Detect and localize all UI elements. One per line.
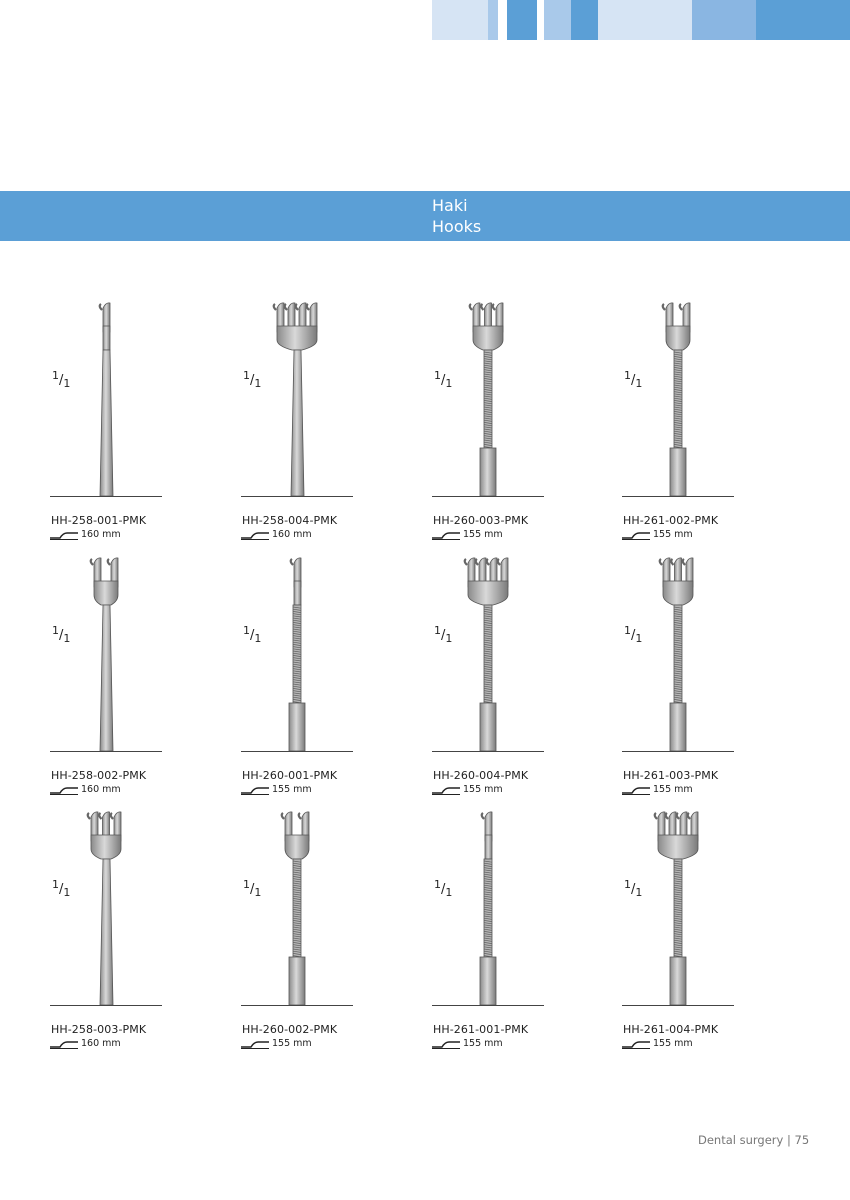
scale-slash: / [631, 628, 636, 643]
baseline-rule [432, 1005, 544, 1006]
product-code: HH-258-002-PMK [51, 769, 147, 782]
scale-denominator: 1 [635, 632, 643, 645]
scale-slash: / [441, 373, 446, 388]
baseline-rule [622, 751, 734, 752]
scale-denominator: 1 [635, 886, 643, 899]
length-value: 160 mm [81, 1038, 121, 1049]
scale-numerator: 1 [243, 624, 250, 637]
baseline-rule [50, 1005, 162, 1006]
scale-numerator: 1 [243, 369, 250, 382]
header-decor-bar-7 [692, 0, 756, 40]
footer-page-number: 75 [794, 1133, 810, 1147]
baseline-rule [50, 496, 162, 497]
product-item [622, 555, 772, 805]
scale-numerator: 1 [624, 878, 631, 891]
scale-slash: / [441, 882, 446, 897]
footer-section: Dental surgery [698, 1133, 784, 1147]
product-item [241, 300, 391, 550]
product-item [50, 300, 200, 550]
length-value: 155 mm [272, 784, 312, 795]
scale-denominator: 1 [63, 886, 71, 899]
product-code: HH-260-001-PMK [242, 769, 338, 782]
scale-numerator: 1 [243, 878, 250, 891]
baseline-rule [241, 1005, 353, 1006]
length-value: 155 mm [463, 529, 503, 540]
product-item [432, 555, 582, 805]
length-value: 155 mm [272, 1038, 312, 1049]
scale-numerator: 1 [52, 624, 59, 637]
section-banner [0, 191, 850, 241]
header-decor-bar-4 [544, 0, 571, 40]
banner-title-en: Hooks [432, 217, 482, 236]
product-code: HH-258-001-PMK [51, 514, 147, 527]
length-value: 155 mm [653, 784, 693, 795]
scale-denominator: 1 [445, 886, 453, 899]
product-item [241, 809, 391, 1059]
scale-numerator: 1 [52, 878, 59, 891]
length-value: 160 mm [81, 529, 121, 540]
footer-separator: | [787, 1133, 791, 1147]
page-footer [698, 1133, 809, 1147]
length-value: 155 mm [653, 1038, 693, 1049]
baseline-rule [432, 751, 544, 752]
scale-slash: / [59, 628, 64, 643]
scale-denominator: 1 [635, 377, 643, 390]
header-decor-bar-5 [571, 0, 598, 40]
baseline-rule [50, 751, 162, 752]
baseline-rule [241, 496, 353, 497]
scale-slash: / [250, 882, 255, 897]
scale-denominator: 1 [63, 377, 71, 390]
length-value: 155 mm [463, 1038, 503, 1049]
product-code: HH-261-002-PMK [623, 514, 719, 527]
length-value: 160 mm [272, 529, 312, 540]
scale-numerator: 1 [52, 369, 59, 382]
product-code: HH-261-004-PMK [623, 1023, 719, 1036]
scale-slash: / [441, 628, 446, 643]
header-decor-bar-2 [488, 0, 498, 40]
scale-numerator: 1 [434, 624, 441, 637]
header-decor-bar-3 [507, 0, 537, 40]
length-value: 160 mm [81, 784, 121, 795]
product-item [50, 809, 200, 1059]
scale-denominator: 1 [445, 377, 453, 390]
scale-numerator: 1 [434, 369, 441, 382]
scale-denominator: 1 [63, 632, 71, 645]
baseline-rule [622, 1005, 734, 1006]
scale-numerator: 1 [624, 624, 631, 637]
header-decor-bar-8 [756, 0, 850, 40]
length-value: 155 mm [653, 529, 693, 540]
scale-denominator: 1 [254, 886, 262, 899]
scale-numerator: 1 [624, 369, 631, 382]
product-item [50, 555, 200, 805]
scale-slash: / [631, 373, 636, 388]
scale-slash: / [631, 882, 636, 897]
scale-slash: / [59, 373, 64, 388]
header-decor-bar-6 [598, 0, 692, 40]
product-item [432, 300, 582, 550]
baseline-rule [622, 496, 734, 497]
baseline-rule [432, 496, 544, 497]
product-code: HH-260-004-PMK [433, 769, 529, 782]
product-code: HH-260-002-PMK [242, 1023, 338, 1036]
product-item [432, 809, 582, 1059]
scale-slash: / [250, 373, 255, 388]
product-code: HH-261-001-PMK [433, 1023, 529, 1036]
product-item [241, 555, 391, 805]
scale-slash: / [250, 628, 255, 643]
product-code: HH-261-003-PMK [623, 769, 719, 782]
product-code: HH-258-003-PMK [51, 1023, 147, 1036]
baseline-rule [241, 751, 353, 752]
product-item [622, 809, 772, 1059]
banner-title-pl: Haki [432, 196, 468, 215]
scale-numerator: 1 [434, 878, 441, 891]
header-decor-bar-1 [432, 0, 488, 40]
product-item [622, 300, 772, 550]
scale-slash: / [59, 882, 64, 897]
length-value: 155 mm [463, 784, 503, 795]
product-code: HH-260-003-PMK [433, 514, 529, 527]
scale-denominator: 1 [254, 377, 262, 390]
scale-denominator: 1 [254, 632, 262, 645]
scale-denominator: 1 [445, 632, 453, 645]
product-code: HH-258-004-PMK [242, 514, 338, 527]
